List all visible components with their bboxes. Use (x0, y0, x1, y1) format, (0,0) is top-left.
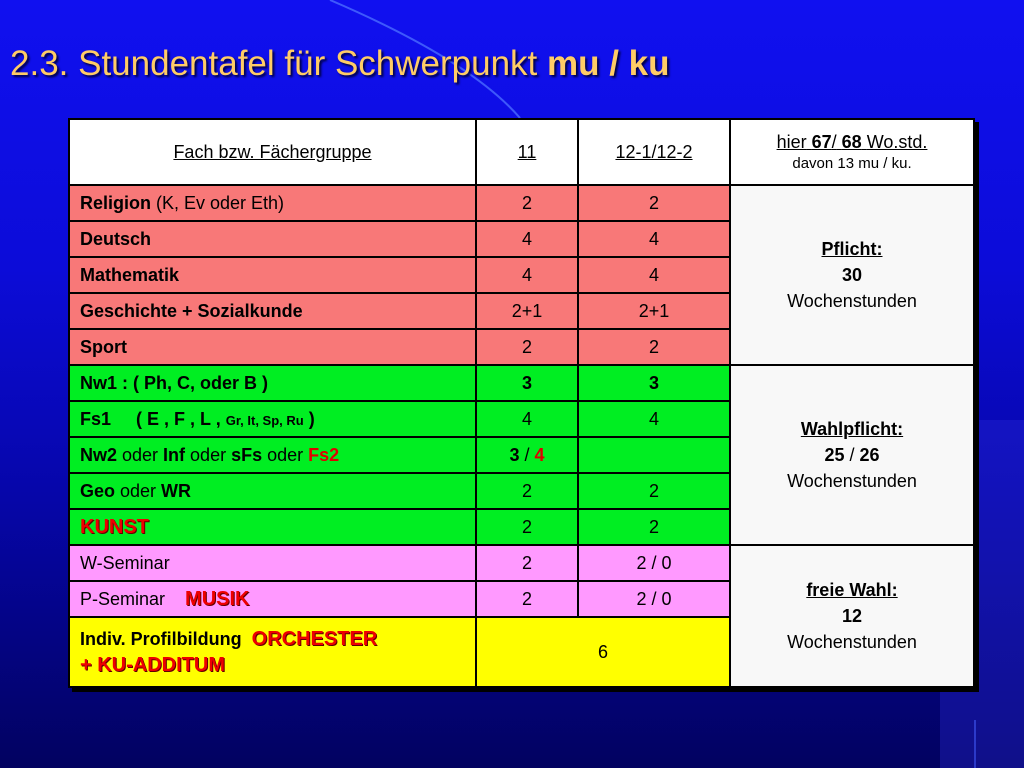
cell-combined-hours: 6 (476, 617, 730, 687)
cell-grade-11: 4 (476, 257, 578, 293)
header-grade-12: 12-1/12-2 (578, 119, 730, 185)
row-label-fs1: Fs1 ( E , F , L , Gr, It, Sp, Ru ) (69, 401, 476, 437)
table-header-row (69, 119, 974, 185)
cell-grade-12: 3 (578, 365, 730, 401)
cell-grade-12: 4 (578, 221, 730, 257)
row-label-p-seminar: P-Seminar MUSIK (69, 581, 476, 617)
cell-grade-11: 2 (476, 509, 578, 545)
header-total-hours: hier 67/ 68 Wo.std. davon 13 mu / ku. (730, 119, 974, 185)
cell-grade-11: 4 (476, 221, 578, 257)
cell-grade-11: 3 (476, 365, 578, 401)
cell-grade-11: 2 (476, 473, 578, 509)
cell-grade-12: 2 / 0 (578, 545, 730, 581)
row-label-indiv-profilbildung: Indiv. Profilbildung ORCHESTER + KU-ADDITUM (69, 617, 476, 687)
header-fach: Fach bzw. Fächergruppe (69, 119, 476, 185)
row-label-nw2: Nw2 oder Inf oder sFs oder Fs2 (69, 437, 476, 473)
schedule-table (68, 118, 975, 688)
row-label-sport: Sport (69, 329, 476, 365)
cell-grade-11: 2+1 (476, 293, 578, 329)
row-label-w-seminar: W-Seminar (69, 545, 476, 581)
row-label-nw1: Nw1 : ( Ph, C, oder B ) (69, 365, 476, 401)
cell-grade-12: 4 (578, 401, 730, 437)
row-label-religion: Religion (K, Ev oder Eth) (69, 185, 476, 221)
cell-grade-11: 4 (476, 401, 578, 437)
row-label-deutsch: Deutsch (69, 221, 476, 257)
cell-grade-12: 2+1 (578, 293, 730, 329)
row-label-geo: Geo oder WR (69, 473, 476, 509)
slide-title: 2.3. Stundentafel für Schwerpunkt mu / ku (10, 44, 670, 83)
cell-grade-12 (578, 437, 730, 473)
header-grade-11: 11 (476, 119, 578, 185)
row-label-geschichte: Geschichte + Sozialkunde (69, 293, 476, 329)
table-row (69, 185, 974, 221)
cell-grade-11: 2 (476, 185, 578, 221)
cell-grade-11: 2 (476, 329, 578, 365)
table-row (69, 365, 974, 401)
row-label-mathematik: Mathematik (69, 257, 476, 293)
row-label-kunst: KUNST (69, 509, 476, 545)
cell-grade-12: 2 (578, 509, 730, 545)
group-pflicht: Pflicht: 30 Wochenstunden (730, 185, 974, 365)
group-wahlpflicht: Wahlpflicht: 25 / 26 Wochenstunden (730, 365, 974, 545)
group-freie-wahl: freie Wahl: 12 Wochenstunden (730, 545, 974, 687)
cell-grade-12: 2 (578, 185, 730, 221)
cell-grade-12: 2 (578, 329, 730, 365)
table-row (69, 545, 974, 581)
cell-grade-11: 2 (476, 581, 578, 617)
cell-grade-12: 2 (578, 473, 730, 509)
cell-grade-12: 4 (578, 257, 730, 293)
cell-grade-11: 2 (476, 545, 578, 581)
cell-grade-11: 3 / 4 (476, 437, 578, 473)
cell-grade-12: 2 / 0 (578, 581, 730, 617)
